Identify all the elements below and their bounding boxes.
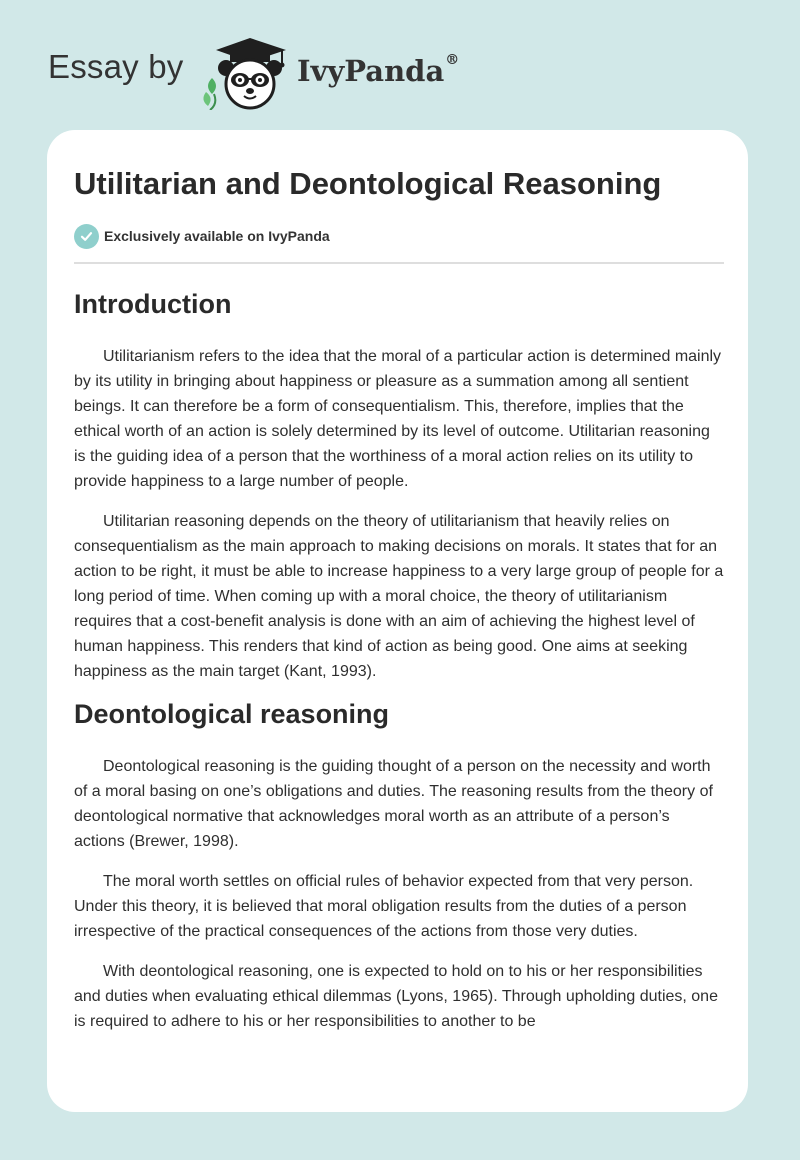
divider [74,262,724,264]
paragraph: Utilitarianism refers to the idea that the moral of a particular action is determined mainly by its utility in bringing about happiness or pleasure as a summation among all sentient beings. It can therefore be a form of consequentialism. This, therefore, implies that the ethical worth of an action is solely determined by its level of outcome. Utilitarian reasoning is the guiding idea of a person that the worthiness of a moral action relies on its utility to provide happiness to a large number of people. [74,348,722,490]
site-header [48,34,748,110]
exclusive-badge [74,221,724,251]
registered-mark: ® [445,52,460,68]
paragraph: With deontological reasoning, one is expected to hold on to his or her responsibilities and duties when evaluating ethical dilemmas (Lyons, 1965). Through upholding duties, one is required to adhere to his or her responsibilities to another to be [74,963,718,1030]
essay-content [74,164,724,1034]
badge-label: Exclusively available on IvyPanda [104,228,330,244]
brand-name[interactable] [297,54,459,88]
section-heading-deontological: Deontological reasoning [74,699,390,729]
section-heading-introduction: Introduction [74,289,232,319]
paragraph: Deontological reasoning is the guiding thought of a person on the necessity and worth of a moral basing on one’s obligations and duties. The reasoning results from the theory of deontological normative that acknowledges moral worth as an attribute of a person’s actions (Brewer, 1998). [74,758,713,850]
brand-name-text: IvyPanda [297,54,445,88]
page-title: Utilitarian and Deontological Reasoning [74,166,662,201]
panda-logo-icon[interactable] [200,34,296,110]
paragraph: Utilitarian reasoning depends on the theory of utilitarianism that heavily relies on consequentialism as the main approach to making decisions on morals. It states that for an action to be right, it must be able to increase happiness to a very large group of people for a long period of time. When coming up with a moral choice, the theory of utilitarianism requires that a cost-benefit analysis is done with an aim of achieving the highest level of human happiness. This renders that kind of action as being good. One aims at seeking happiness as the main target (Kant, 1993). [74,513,724,680]
paragraph: The moral worth settles on official rules of behavior expected from that very person. Under this theory, it is believed that moral obligation results from the duties of a person irrespective of the practical consequences of the actions from those very duties. [74,873,694,940]
essay-card [47,130,748,1112]
check-icon [74,224,99,249]
brand-prefix: Essay by [48,48,184,85]
